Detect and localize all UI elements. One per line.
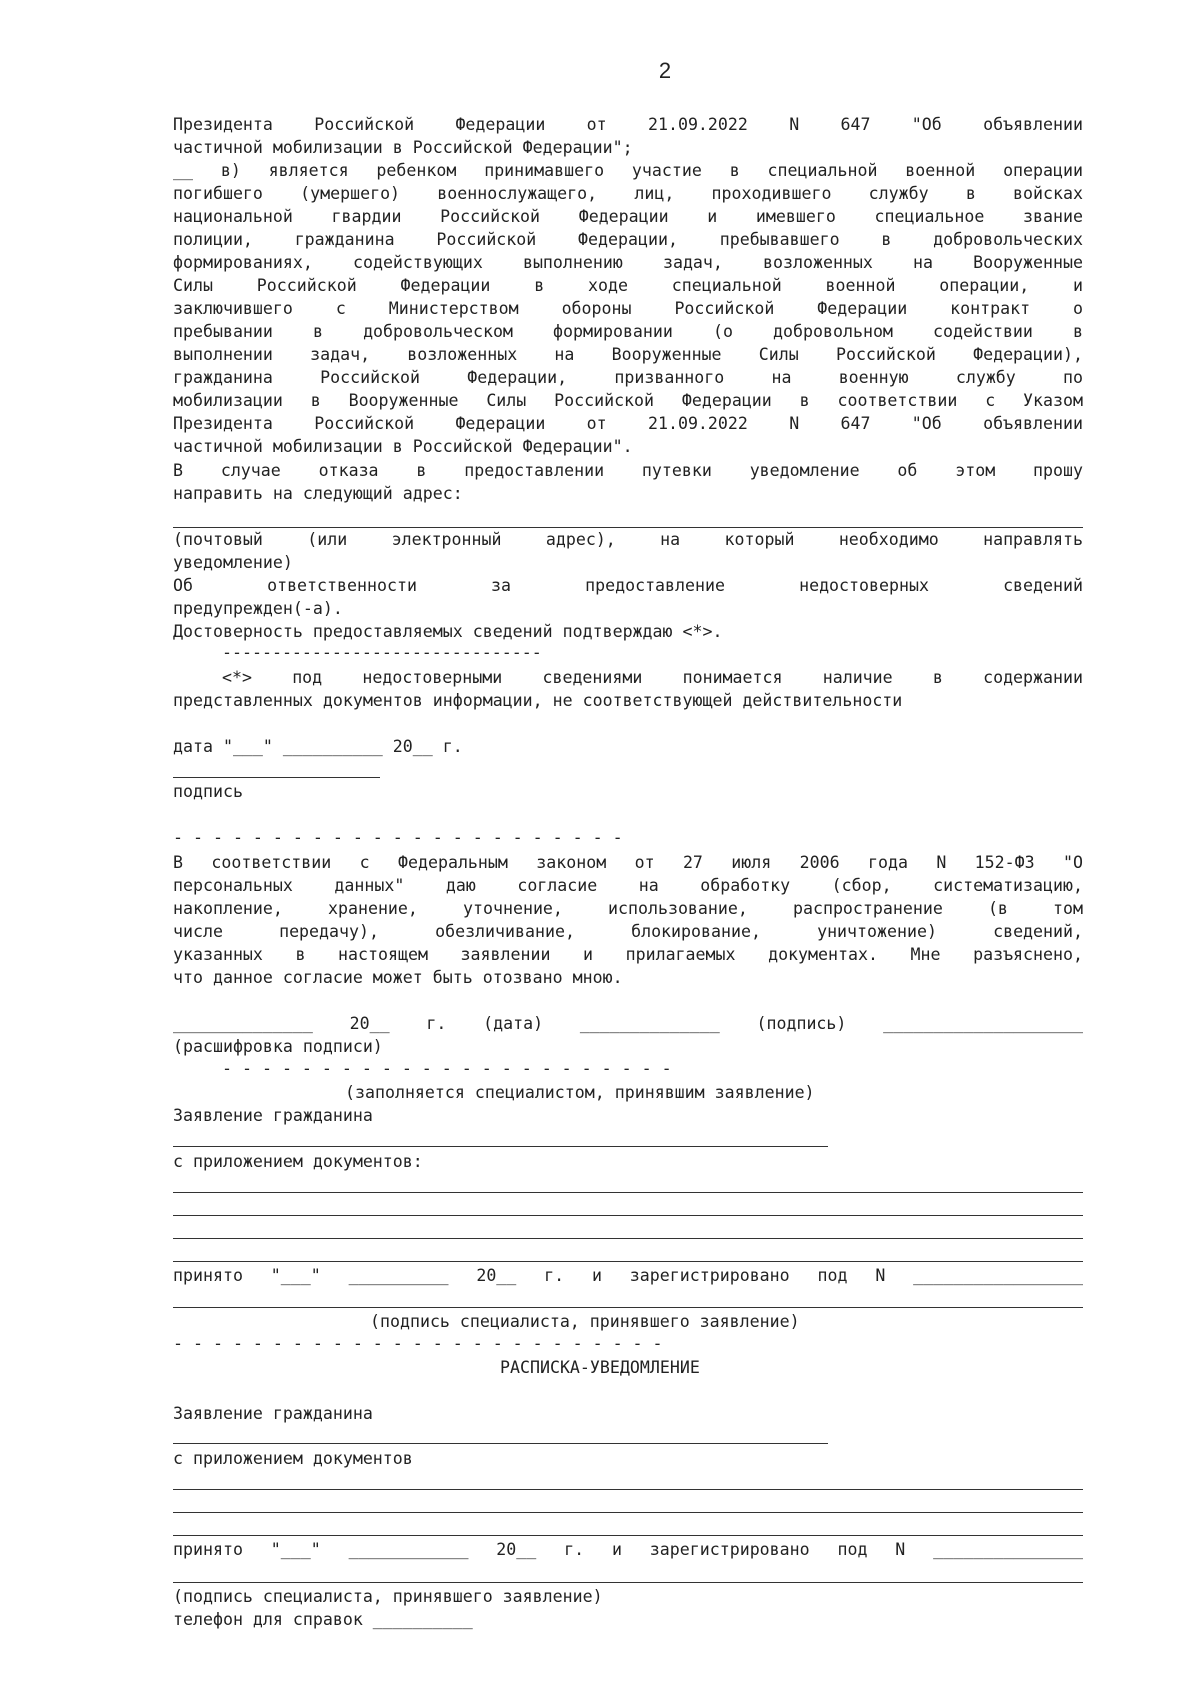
cut-line: - - - - - - - - - - - - - - - - - - - - - - - [173,828,623,847]
paragraph-line: __ в) является ребенком принимавшего участие в специальной военной операции [173,161,1083,180]
attachments-line[interactable] [173,1238,1083,1239]
receipt-applicant-line[interactable] [173,1443,828,1444]
paragraph-line: Президента Российской Федерации от 21.09.2022 N 647 "Об объявлении [173,414,1083,433]
attachments-label: с приложением документов: [173,1152,423,1171]
address-caption: уведомление) [173,553,293,572]
consent-line: накопление, хранение, уточнение, использование, распространение (в том [173,899,1083,918]
consent-line: числе передачу), обезличивание, блокирование, уничтожение) сведений, [173,922,1083,941]
signature-label: подпись [173,782,243,801]
specialist-note: (заполняется специалистом, принявшим заявление) [345,1083,815,1102]
paragraph-line: гражданина Российской Федерации, призванного на военную службу по [173,368,1083,387]
consent-line: что данное согласие может быть отозвано мною. [173,968,623,987]
paragraph-line: мобилизации в Вооруженные Силы Российской Федерации в соответствии с Указом [173,391,1083,410]
paragraph-line: погибшего (умершего) военнослужащего, лиц, проходившего службу в войсках [173,184,1083,203]
receipt-attachments-line[interactable] [173,1535,1083,1536]
paragraph-line: Силы Российской Федерации в ходе специальной военной операции, и [173,276,1083,295]
attachments-line[interactable] [173,1192,1083,1193]
paragraph-line: Президента Российской Федерации от 21.09.2022 N 647 "Об объявлении [173,115,1083,134]
footnote-separator: -------------------------------- [222,643,542,662]
confirmation-text: Достоверность предоставляемых сведений подтверждаю <*>. [173,622,723,641]
receipt-attachments-line[interactable] [173,1489,1083,1490]
receipt-attachments-line[interactable] [173,1512,1083,1513]
paragraph-line: заключившего с Министерством обороны Российской Федерации контракт о [173,299,1083,318]
signature-decode-label: (расшифровка подписи) [173,1037,383,1056]
receipt-accepted-line[interactable]: принято "___" ____________ 20__ г. и зарегистрировано под N _______________ [173,1540,1083,1559]
receipt-title: РАСПИСКА-УВЕДОМЛЕНИЕ [500,1358,700,1377]
footnote-text: <*> под недостоверными сведениями понимается наличие в содержании [222,668,1083,687]
paragraph-line: направить на следующий адрес: [173,484,463,503]
consent-line: В соответствии с Федеральным законом от 27 июля 2006 года N 152-ФЗ "О [173,853,1083,872]
paragraph-line: выполнении задач, возложенных на Вооруженные Силы Российской Федерации), [173,345,1083,364]
address-caption: (почтовый (или электронный адрес), на который необходимо направлять [173,530,1083,549]
accepted-registration-line[interactable]: принято "___" __________ 20__ г. и зарегистрировано под N _________________ [173,1266,1083,1285]
specialist-signature-line[interactable] [173,1307,1083,1308]
footnote-text: представленных документов информации, не соответствующей действительности [173,691,903,710]
receipt-specialist-signature-line[interactable] [173,1582,1083,1583]
specialist-signature-label: (подпись специалиста, принявшего заявление) [370,1312,800,1331]
date-field[interactable]: дата "___" __________ 20__ г. [173,737,463,756]
consent-sign-line[interactable]: ______________ 20__ г. (дата) ______________ (подпись) ____________________ [173,1014,1083,1033]
paragraph-line: В случае отказа в предоставлении путевки уведомление об этом прошу [173,461,1083,480]
cut-line: - - - - - - - - - - - - - - - - - - - - - - - - - [173,1334,663,1353]
paragraph-line: пребывании в добровольческом формировании (о добровольном содействии в [173,322,1083,341]
application-label: Заявление гражданина [173,1106,373,1125]
page-number: 2 [658,58,672,83]
paragraph-line: формированиях, содействующих выполнению задач, возложенных на Вооруженные [173,253,1083,272]
attachments-line[interactable] [173,1215,1083,1216]
paragraph-line: полиции, гражданина Российской Федерации, пребывавшего в добровольческих [173,230,1083,249]
phone-field[interactable]: телефон для справок __________ [173,1610,473,1629]
consent-line: персональных данных" даю согласие на обработку (сбор, систематизацию, [173,876,1083,895]
applicant-name-line[interactable] [173,1146,828,1147]
cut-line: - - - - - - - - - - - - - - - - - - - - - - - [222,1059,672,1078]
receipt-application-label: Заявление гражданина [173,1404,373,1423]
consent-line: указанных в настоящем заявлении и прилагаемых документах. Мне разъяснено, [173,945,1083,964]
attachments-line[interactable] [173,1261,1083,1262]
paragraph-line: частичной мобилизации в Российской Федерации"; [173,138,633,157]
paragraph-line: частичной мобилизации в Российской Федерации". [173,437,633,456]
paragraph-line: национальной гвардии Российской Федерации и имевшего специальное звание [173,207,1083,226]
signature-field-line[interactable] [173,777,380,778]
responsibility-text: предупрежден(-а). [173,599,343,618]
responsibility-text: Об ответственности за предоставление недостоверных сведений [173,576,1083,595]
receipt-specialist-label: (подпись специалиста, принявшего заявление) [173,1587,603,1606]
receipt-attachments-label: с приложением документов [173,1449,413,1468]
